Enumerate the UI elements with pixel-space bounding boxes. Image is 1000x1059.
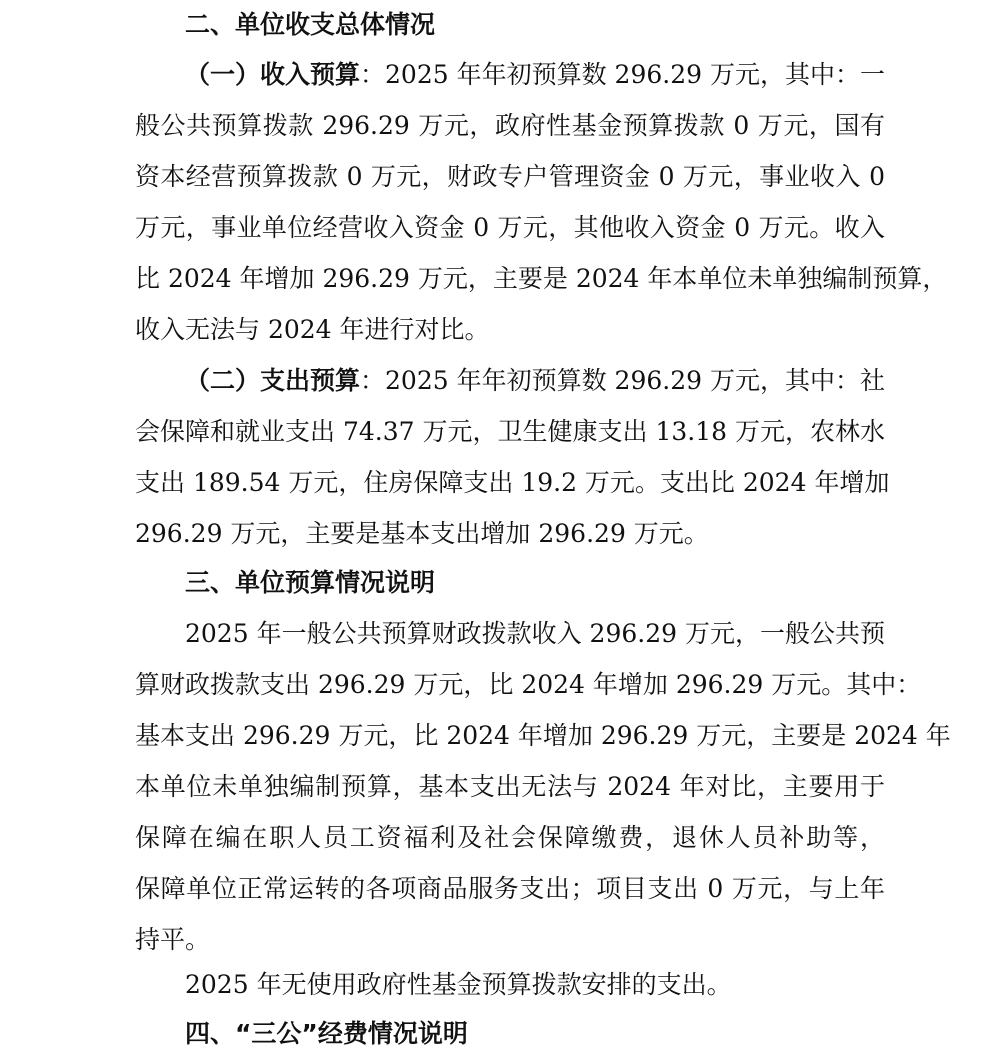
- expense-label: （二）支出预算: [185, 366, 361, 395]
- section-3-heading: 三、单位预算情况说明: [185, 568, 436, 597]
- expense-line-4: 296.29 万元，主要是基本支出增加 296.29 万元。: [135, 519, 709, 548]
- expense-line-2: 会保障和就业支出 74.37 万元，卫生健康支出 13.18 万元，农林水: [135, 417, 885, 446]
- income-line-5: 比 2024 年增加 296.29 万元，主要是 2024 年本单位未单独编制预算，: [135, 264, 948, 293]
- income-line-2: 般公共预算拨款 296.29 万元，政府性基金预算拨款 0 万元，国有: [135, 111, 885, 140]
- fund-note-line: 2025 年无使用政府性基金预算拨款安排的支出。: [185, 970, 732, 999]
- income-line-4: 万元，事业单位经营收入资金 0 万元，其他收入资金 0 万元。收入: [135, 213, 885, 242]
- expense-line-1: （二）支出预算：2025 年年初预算数 296.29 万元，其中：社: [185, 366, 885, 395]
- budget-line-5: 保障在编在职人员工资福利及社会保障缴费，退休人员补助等，: [135, 823, 885, 852]
- budget-line-4: 本单位未单独编制预算，基本支出无法与 2024 年对比，主要用于: [135, 772, 885, 801]
- income-line-6: 收入无法与 2024 年进行对比。: [135, 315, 490, 344]
- budget-line-3: 基本支出 296.29 万元，比 2024 年增加 296.29 万元，主要是 2024 年: [135, 721, 951, 750]
- income-line-3: 资本经营预算拨款 0 万元，财政专户管理资金 0 万元，事业收入 0: [135, 162, 885, 191]
- budget-line-1: 2025 年一般公共预算财政拨款收入 296.29 万元，一般公共预: [185, 619, 885, 648]
- income-label: （一）收入预算: [185, 60, 361, 89]
- budget-line-7: 持平。: [135, 925, 211, 954]
- budget-line-6: 保障单位正常运转的各项商品服务支出；项目支出 0 万元，与上年: [135, 874, 885, 903]
- section-4-heading: 四、“三公”经费情况说明: [185, 1019, 468, 1048]
- budget-line-2: 算财政拨款支出 296.29 万元，比 2024 年增加 296.29 万元。其中：: [135, 670, 922, 699]
- income-line-1: （一）收入预算：2025 年年初预算数 296.29 万元，其中：一: [185, 60, 885, 89]
- section-2-heading: 二、单位收支总体情况: [185, 10, 436, 39]
- expense-line-3: 支出 189.54 万元，住房保障支出 19.2 万元。支出比 2024 年增加: [135, 468, 890, 497]
